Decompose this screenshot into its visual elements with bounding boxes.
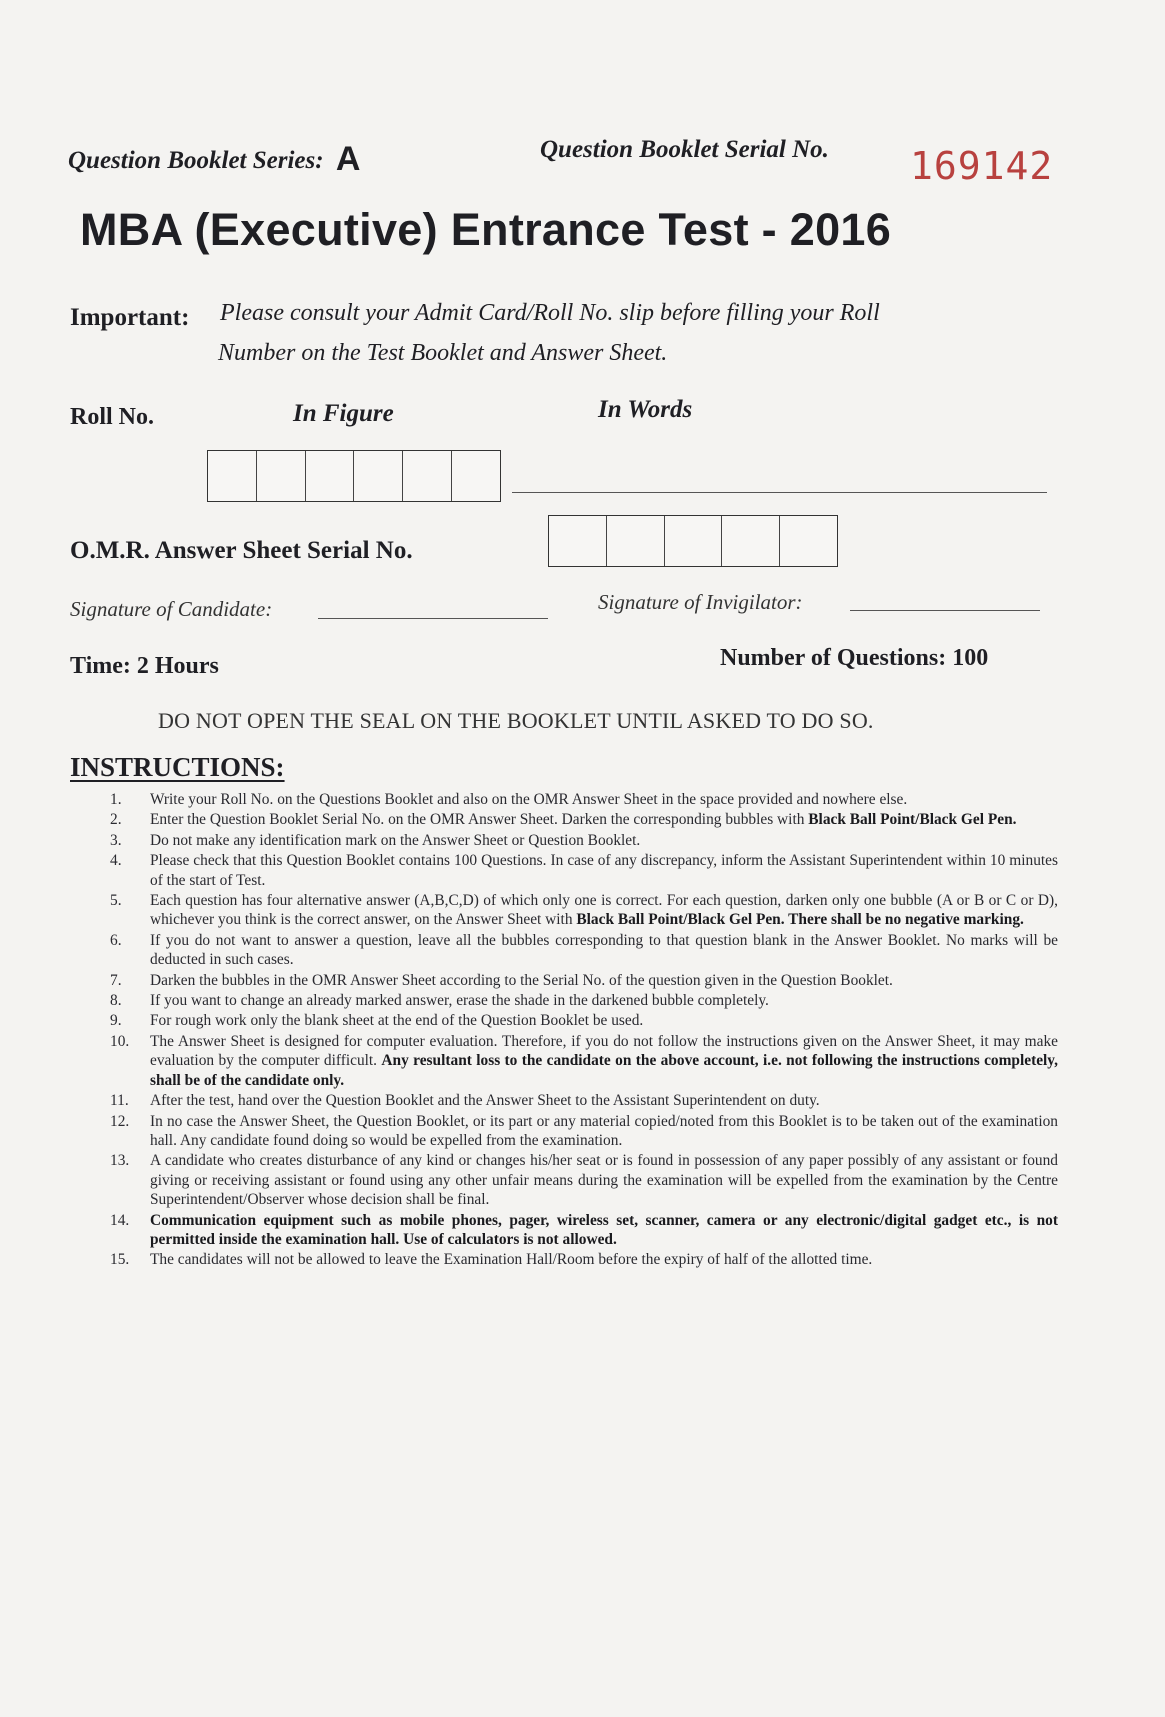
number-of-questions: Number of Questions: 100: [720, 645, 989, 671]
instructions-heading: INSTRUCTIONS:: [70, 752, 285, 782]
instruction-item: [110, 1032, 1058, 1090]
important-note-line1: Please consult your Admit Card/Roll No. slip before filling your Roll: [220, 300, 880, 326]
instruction-number: 13.: [110, 1152, 130, 1170]
instruction-item: [110, 1011, 1058, 1030]
instruction-number: 8.: [110, 992, 122, 1010]
instruction-item: [110, 971, 1058, 990]
omr-digit-box[interactable]: [665, 516, 723, 566]
seal-notice: DO NOT OPEN THE SEAL ON THE BOOKLET UNTIL ASKED TO DO SO.: [158, 708, 874, 733]
instruction-number: 10.: [110, 1032, 130, 1050]
instruction-emphasis: Black Ball Point/Black Gel Pen. There shall be no negative marking.: [576, 911, 1024, 929]
booklet-series: [68, 138, 360, 177]
in-words-label: In Words: [598, 396, 693, 423]
instruction-item: [110, 851, 1058, 890]
instruction-item: [110, 891, 1058, 930]
roll-digit-box[interactable]: [257, 451, 306, 501]
instruction-item: [110, 1112, 1058, 1151]
omr-digit-box[interactable]: [780, 516, 837, 566]
instruction-emphasis: Black Ball Point/Black Gel Pen.: [808, 811, 1017, 829]
instruction-number: 15.: [110, 1251, 130, 1269]
invigilator-signature-label: Signature of Invigilator:: [598, 590, 803, 614]
instruction-item: [110, 1250, 1058, 1269]
roll-digit-box[interactable]: [403, 451, 452, 501]
instruction-text: Please check that this Question Booklet contains 100 Questions. In case of any discrepancy, inform the Assistant Superintendent within 10 minutes of the start of Test.: [150, 852, 1058, 889]
in-figure-label: In Figure: [293, 400, 394, 427]
omr-serial-label: O.M.R. Answer Sheet Serial No.: [70, 537, 413, 564]
instruction-number: 11.: [110, 1092, 129, 1110]
omr-digit-box[interactable]: [607, 516, 665, 566]
instruction-emphasis: Any resultant loss to the candidate on the above account, i.e. not following the instructions completely, shall be of the candidate only.: [150, 1052, 1059, 1089]
instruction-text: If you do not want to answer a question, leave all the bubbles corresponding to that question blank in the Answer Booklet. No marks will be deducted in such cases.: [150, 931, 1058, 969]
candidate-signature-line[interactable]: [318, 618, 548, 619]
roll-digit-box[interactable]: [306, 451, 355, 501]
instruction-number: 3.: [110, 831, 122, 849]
instruction-number: 6.: [110, 931, 122, 949]
instruction-item: [110, 1151, 1058, 1209]
instruction-text: Each question has four alternative answer (A,B,C,D) of which only one is correct. For each question, darken only one bubble (A or B or C or D), whichever you think is the correct answer, on the Answer Sheet with: [150, 892, 1058, 929]
instruction-text: In no case the Answer Sheet, the Question Booklet, or its part or any material copied/noted from this Booklet is to be taken out of the examination hall. Any candidate found doing so would be expelled from the examination.: [150, 1112, 1058, 1149]
instruction-text: Darken the bubbles in the OMR Answer Sheet according to the Serial No. of the question given in the Question Booklet.: [150, 971, 893, 989]
instruction-text: After the test, hand over the Question Booklet and the Answer Sheet to the Assistant Superintendent on duty.: [150, 1092, 820, 1110]
instruction-text: The Answer Sheet is designed for computer evaluation. Therefore, if you do not follow the instructions given on the Answer Sheet, it may make evaluation by the computer difficult.: [150, 1032, 1058, 1070]
instruction-text: Do not make any identification mark on the Answer Sheet or Question Booklet.: [150, 831, 641, 849]
instruction-item: [110, 1091, 1058, 1110]
invigilator-signature-line[interactable]: [850, 610, 1040, 611]
roll-digit-box[interactable]: [208, 451, 257, 501]
instructions-list: [110, 790, 1058, 1271]
instruction-number: 9.: [110, 1012, 122, 1030]
important-note-line2: Number on the Test Booklet and Answer Sheet.: [218, 340, 668, 366]
roll-number-words-line[interactable]: [512, 492, 1047, 493]
time-allowed: Time: 2 Hours: [70, 653, 219, 679]
booklet-serial-number: 169142: [910, 144, 1054, 188]
instruction-number: 14.: [110, 1211, 130, 1229]
instruction-number: 1.: [110, 791, 122, 808]
instruction-text: Enter the Question Booklet Serial No. on the OMR Answer Sheet. Darken the corresponding bubbles with: [150, 811, 805, 829]
roll-digit-box[interactable]: [354, 451, 403, 501]
instruction-number: 5.: [110, 892, 122, 910]
instruction-item: [110, 810, 1058, 829]
instruction-item: [110, 1211, 1058, 1250]
booklet-series-label: Question Booklet Series:: [68, 147, 324, 174]
instruction-item: [110, 931, 1058, 970]
page-title: MBA (Executive) Entrance Test - 2016: [80, 204, 892, 255]
instruction-number: 12.: [110, 1112, 130, 1130]
instruction-text: If you want to change an already marked answer, erase the shade in the darkened bubble completely.: [150, 992, 769, 1010]
important-label: Important:: [70, 304, 190, 331]
booklet-series-value: A: [335, 140, 361, 178]
instruction-number: 2.: [110, 811, 122, 829]
instruction-text: A candidate who creates disturbance of any kind or changes his/her seat or is found in possession of any paper possibly of any assistant or found giving or receiving assistant or found using any other unfair means during the examination will be expelled from the examination by the Centre Superintendent/Observer whose decision shall be final.: [150, 1152, 1058, 1209]
candidate-signature-label: Signature of Candidate:: [70, 597, 273, 621]
instruction-number: 7.: [110, 971, 122, 989]
instruction-text: The candidates will not be allowed to leave the Examination Hall/Room before the expiry of half of the allotted time.: [150, 1251, 873, 1269]
instruction-emphasis: Communication equipment such as mobile phones, pager, wireless set, scanner, camera or any electronic/digital gadget etc., is not permitted inside the examination hall. Use of calculators is not allowed.: [150, 1211, 1058, 1248]
roll-number-figure-boxes[interactable]: [207, 450, 501, 502]
instruction-text: Write your Roll No. on the Questions Booklet and also on the OMR Answer Sheet in the space provided and nowhere else.: [150, 791, 908, 808]
roll-number-label: Roll No.: [70, 404, 154, 430]
booklet-serial-label: Question Booklet Serial No.: [540, 136, 829, 163]
omr-digit-box[interactable]: [722, 516, 780, 566]
instruction-text: For rough work only the blank sheet at the end of the Question Booklet be used.: [150, 1012, 644, 1030]
omr-serial-boxes[interactable]: [548, 515, 838, 567]
instruction-item: [110, 790, 1058, 809]
omr-digit-box[interactable]: [549, 516, 607, 566]
instruction-item: [110, 991, 1058, 1010]
instruction-item: [110, 831, 1058, 850]
instruction-number: 4.: [110, 852, 122, 870]
roll-digit-box[interactable]: [452, 451, 500, 501]
